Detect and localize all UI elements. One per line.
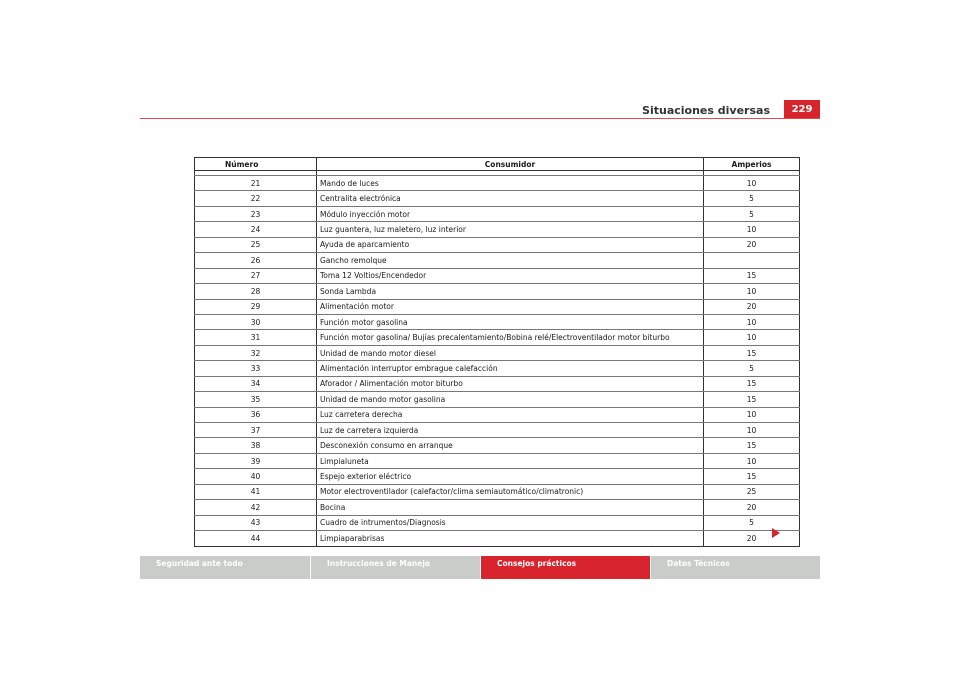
consumer-cell: Función motor gasolina (317, 314, 704, 329)
footer-tab-instrucciones[interactable]: Instrucciones de Manejo (327, 559, 431, 568)
fuse-number-cell: 38 (195, 438, 317, 453)
table-row (195, 314, 800, 329)
fuse-number-cell: 31 (195, 330, 317, 345)
fuse-number-cell: 34 (195, 376, 317, 391)
amperage-cell (704, 253, 800, 268)
fuse-number-cell: 33 (195, 361, 317, 376)
arrow-right-icon[interactable] (772, 528, 780, 538)
consumer-cell: Limpialuneta (317, 453, 704, 468)
amperage-cell: 5 (704, 361, 800, 376)
table-row (195, 469, 800, 484)
fuse-number-cell: 30 (195, 314, 317, 329)
amperage-cell: 20 (746, 533, 757, 543)
table-row (195, 191, 800, 206)
consumer-cell: Espejo exterior eléctrico (317, 469, 704, 484)
amperage-cell: 5 (704, 191, 800, 206)
amperage-cell: 20 (704, 299, 800, 314)
amperage-cell: 15 (704, 268, 800, 283)
amperage-cell: 15 (704, 376, 800, 391)
amperage-cell: 20 (704, 237, 800, 252)
consumer-cell: Toma 12 Voltios/Encendedor (317, 268, 704, 283)
amperage-cell: 10 (704, 222, 800, 237)
table-row (195, 361, 800, 376)
amperage-cell: 10 (704, 284, 800, 299)
amperage-cell: 20 (704, 500, 800, 515)
header-rule (140, 118, 820, 119)
consumer-cell: Bocina (317, 500, 704, 515)
fuse-number-cell: 41 (195, 484, 317, 499)
table-row (195, 222, 800, 237)
fuse-number-cell: 25 (195, 237, 317, 252)
consumer-cell: Desconexión consumo en arranque (317, 438, 704, 453)
amperage-cell: 10 (704, 407, 800, 422)
table-row (195, 484, 800, 499)
footer-tab-datos[interactable]: Datos Técnicos (667, 559, 730, 568)
table-row (195, 376, 800, 391)
consumer-cell: Cuadro de intrumentos/Diagnosis (317, 515, 704, 530)
table-row (195, 253, 800, 268)
footer-tab-consejos[interactable]: Consejos prácticos (481, 556, 650, 579)
consumer-cell: Unidad de mando motor diesel (317, 345, 704, 360)
consumer-cell: Centralita electrónica (317, 191, 704, 206)
fuse-number-cell: 37 (195, 423, 317, 438)
table-row (195, 531, 800, 546)
footer-tab-seguridad[interactable]: Seguridad ante todo (156, 559, 243, 568)
amperage-cell: 10 (704, 176, 800, 191)
fuse-number-cell: 39 (195, 453, 317, 468)
page-number: 229 (784, 100, 820, 118)
column-header-consumer: Consumidor (317, 158, 704, 171)
column-header-number: Número (195, 158, 317, 171)
consumer-cell: Función motor gasolina/ Bujías precalentamiento/Bobina relé/Electroventilador motor biturbo (317, 330, 704, 345)
consumer-cell: Sonda Lambda (317, 284, 704, 299)
consumer-cell: Módulo inyección motor (317, 206, 704, 221)
consumer-cell: Gancho remolque (317, 253, 704, 268)
table-row (195, 500, 800, 515)
table-row (195, 330, 800, 345)
fuse-number-cell: 22 (195, 191, 317, 206)
table-header-row (195, 158, 800, 171)
consumer-cell: Limpiaparabrisas (317, 531, 704, 546)
page-header-title: Situaciones diversas (642, 104, 770, 117)
amperage-cell: 10 (704, 423, 800, 438)
amperage-cell: 10 (704, 330, 800, 345)
consumer-cell: Aforador / Alimentación motor biturbo (317, 376, 704, 391)
consumer-cell: Luz de carretera izquierda (317, 423, 704, 438)
consumer-cell: Luz guantera, luz maletero, luz interior (317, 222, 704, 237)
consumer-cell: Unidad de mando motor gasolina (317, 392, 704, 407)
amperage-cell: 5 (704, 515, 800, 530)
amperage-cell: 25 (704, 484, 800, 499)
consumer-cell: Mando de luces (317, 176, 704, 191)
table-row (195, 392, 800, 407)
consumer-cell: Alimentación motor (317, 299, 704, 314)
table-row (195, 176, 800, 191)
fuse-number-cell: 36 (195, 407, 317, 422)
table-row (195, 515, 800, 530)
fuse-number-cell: 42 (195, 500, 317, 515)
amperage-cell: 10 (704, 453, 800, 468)
consumer-cell: Luz carretera derecha (317, 407, 704, 422)
fuse-number-cell: 29 (195, 299, 317, 314)
table-row (195, 438, 800, 453)
amperage-cell: 15 (704, 392, 800, 407)
amperage-cell: 15 (704, 345, 800, 360)
table-row (195, 284, 800, 299)
fuse-number-cell: 44 (195, 531, 317, 546)
amperage-cell: 15 (704, 469, 800, 484)
table-row (195, 268, 800, 283)
consumer-cell: Ayuda de aparcamiento (317, 237, 704, 252)
table-row (195, 299, 800, 314)
table-row (195, 453, 800, 468)
table-row (195, 237, 800, 252)
fuse-number-cell: 24 (195, 222, 317, 237)
fuse-number-cell: 43 (195, 515, 317, 530)
amperage-cell: 10 (704, 314, 800, 329)
fuse-table (194, 157, 800, 547)
fuse-number-cell: 21 (195, 176, 317, 191)
consumer-cell: Motor electroventilador (calefactor/clima semiautomático/climatronic) (317, 484, 704, 499)
fuse-number-cell: 40 (195, 469, 317, 484)
table-row (195, 345, 800, 360)
fuse-number-cell: 23 (195, 206, 317, 221)
amperage-cell: 15 (704, 438, 800, 453)
fuse-number-cell: 35 (195, 392, 317, 407)
fuse-number-cell: 28 (195, 284, 317, 299)
table-row (195, 206, 800, 221)
column-header-amps: Amperios (704, 158, 800, 171)
table-row (195, 407, 800, 422)
fuse-number-cell: 32 (195, 345, 317, 360)
consumer-cell: Alimentación interruptor embrague calefacción (317, 361, 704, 376)
amperage-cell: 5 (704, 206, 800, 221)
fuse-number-cell: 26 (195, 253, 317, 268)
table-row (195, 423, 800, 438)
fuse-number-cell: 27 (195, 268, 317, 283)
